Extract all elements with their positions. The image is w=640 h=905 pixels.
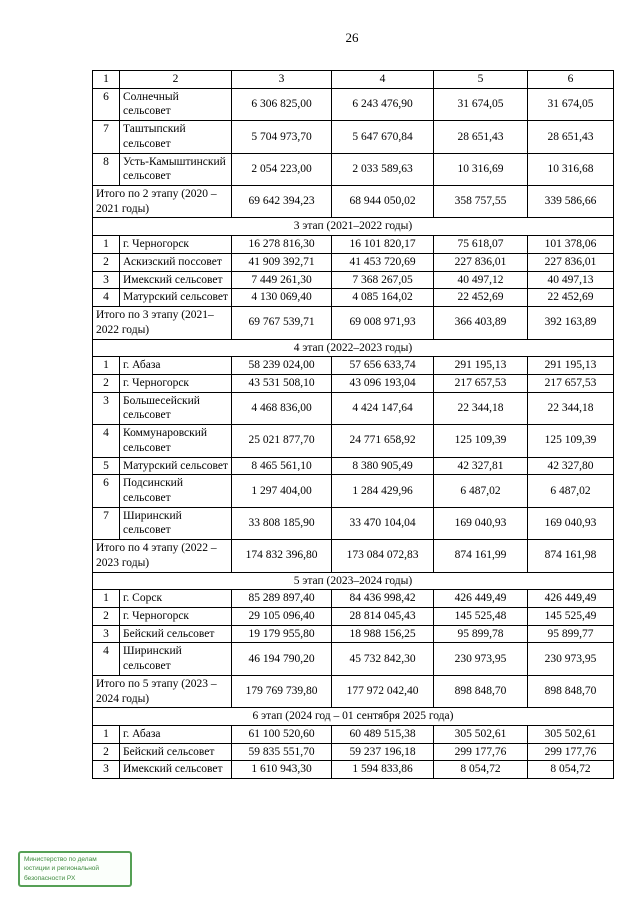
row-value: 40 497,12 (434, 271, 528, 289)
row-name: г. Черногорск (120, 236, 232, 254)
total-value: 179 769 739,80 (232, 675, 332, 707)
row-value: 5 704 973,70 (232, 121, 332, 153)
row-name: г. Черногорск (120, 374, 232, 392)
row-number: 1 (93, 236, 120, 254)
stage-section-row (93, 218, 614, 236)
total-row (93, 307, 614, 339)
row-value: 41 909 392,71 (232, 253, 332, 271)
table-row (93, 743, 614, 761)
row-name: Имекский сельсовет (120, 271, 232, 289)
row-value: 8 054,72 (434, 761, 528, 779)
column-header: 4 (332, 71, 434, 89)
table-row (93, 357, 614, 375)
table-row (93, 374, 614, 392)
table-body (93, 71, 614, 779)
row-value: 8 465 561,10 (232, 457, 332, 475)
row-value: 31 674,05 (528, 88, 614, 120)
row-value: 217 657,53 (434, 374, 528, 392)
row-name: Большесейский сельсовет (120, 392, 232, 424)
row-name: г. Абаза (120, 357, 232, 375)
stamp-line: Министерство по делам (24, 856, 97, 863)
row-value: 6 243 476,90 (332, 88, 434, 120)
row-name: г. Абаза (120, 726, 232, 744)
row-name: Матурский сельсовет (120, 289, 232, 307)
row-value: 10 316,68 (528, 153, 614, 185)
row-value: 7 368 267,05 (332, 271, 434, 289)
stage-section-row (93, 708, 614, 726)
total-value: 874 161,99 (434, 540, 528, 572)
row-value: 6 487,02 (528, 475, 614, 507)
row-number: 2 (93, 608, 120, 626)
total-row (93, 540, 614, 572)
table-row (93, 153, 614, 185)
row-name: г. Сорск (120, 590, 232, 608)
main-table (92, 70, 614, 779)
row-value: 28 814 045,43 (332, 608, 434, 626)
row-value: 42 327,80 (528, 457, 614, 475)
column-header: 2 (120, 71, 232, 89)
row-value: 227 836,01 (434, 253, 528, 271)
row-number: 3 (93, 761, 120, 779)
row-value: 22 344,18 (434, 392, 528, 424)
row-value: 40 497,13 (528, 271, 614, 289)
row-value: 6 306 825,00 (232, 88, 332, 120)
row-value: 57 656 633,74 (332, 357, 434, 375)
row-value: 19 179 955,80 (232, 625, 332, 643)
table-row (93, 761, 614, 779)
total-value: 392 163,89 (528, 307, 614, 339)
row-number: 3 (93, 625, 120, 643)
total-value: 898 848,70 (528, 675, 614, 707)
row-number: 7 (93, 507, 120, 539)
row-value: 125 109,39 (434, 425, 528, 457)
row-value: 2 054 223,00 (232, 153, 332, 185)
column-header: 3 (232, 71, 332, 89)
row-value: 6 487,02 (434, 475, 528, 507)
table-row (93, 88, 614, 120)
row-name: Бейский сельсовет (120, 743, 232, 761)
row-value: 18 988 156,25 (332, 625, 434, 643)
row-value: 75 618,07 (434, 236, 528, 254)
table-row (93, 608, 614, 626)
row-value: 1 610 943,30 (232, 761, 332, 779)
row-value: 2 033 589,63 (332, 153, 434, 185)
row-value: 101 378,06 (528, 236, 614, 254)
total-value: 69 008 971,93 (332, 307, 434, 339)
table-row (93, 507, 614, 539)
row-value: 305 502,61 (434, 726, 528, 744)
row-number: 1 (93, 590, 120, 608)
total-value: 68 944 050,02 (332, 186, 434, 218)
row-name: Матурский сельсовет (120, 457, 232, 475)
row-value: 299 177,76 (528, 743, 614, 761)
total-value: 69 642 394,23 (232, 186, 332, 218)
table-row (93, 643, 614, 675)
row-value: 1 284 429,96 (332, 475, 434, 507)
row-value: 230 973,95 (528, 643, 614, 675)
row-value: 28 651,43 (434, 121, 528, 153)
table-row (93, 726, 614, 744)
row-value: 33 808 185,90 (232, 507, 332, 539)
row-value: 299 177,76 (434, 743, 528, 761)
signature-stamp (18, 851, 132, 887)
row-value: 85 289 897,40 (232, 590, 332, 608)
row-value: 25 021 877,70 (232, 425, 332, 457)
row-value: 5 647 670,84 (332, 121, 434, 153)
column-header: 6 (528, 71, 614, 89)
row-value: 29 105 096,40 (232, 608, 332, 626)
table-row (93, 590, 614, 608)
row-value: 16 101 820,17 (332, 236, 434, 254)
row-value: 169 040,93 (434, 507, 528, 539)
row-value: 46 194 790,20 (232, 643, 332, 675)
row-value: 22 452,69 (528, 289, 614, 307)
row-name: Бейский сельсовет (120, 625, 232, 643)
row-value: 4 468 836,00 (232, 392, 332, 424)
row-value: 291 195,13 (528, 357, 614, 375)
row-number: 2 (93, 743, 120, 761)
row-value: 4 130 069,40 (232, 289, 332, 307)
row-name: Аскизский поссовет (120, 253, 232, 271)
row-number: 1 (93, 726, 120, 744)
total-value: 898 848,70 (434, 675, 528, 707)
row-value: 426 449,49 (434, 590, 528, 608)
stamp-line: юстиции и региональной (24, 865, 100, 873)
row-value: 22 452,69 (434, 289, 528, 307)
row-value: 7 449 261,30 (232, 271, 332, 289)
table-row (93, 271, 614, 289)
stage-section-label: 5 этап (2023–2024 годы) (93, 572, 614, 590)
row-value: 61 100 520,60 (232, 726, 332, 744)
column-header: 1 (93, 71, 120, 89)
table-row (93, 457, 614, 475)
table-row (93, 625, 614, 643)
row-name: Подсинский сельсовет (120, 475, 232, 507)
row-value: 60 489 515,38 (332, 726, 434, 744)
table-row (93, 475, 614, 507)
row-value: 16 278 816,30 (232, 236, 332, 254)
total-value: 358 757,55 (434, 186, 528, 218)
total-label: Итого по 2 этапу (2020 – 2021 годы) (93, 186, 232, 218)
row-value: 95 899,77 (528, 625, 614, 643)
row-value: 125 109,39 (528, 425, 614, 457)
total-value: 874 161,98 (528, 540, 614, 572)
row-value: 1 297 404,00 (232, 475, 332, 507)
table-row (93, 425, 614, 457)
row-value: 41 453 720,69 (332, 253, 434, 271)
row-name: Усть-Камыштинский сельсовет (120, 153, 232, 185)
stage-section-label: 3 этап (2021–2022 годы) (93, 218, 614, 236)
row-number: 6 (93, 475, 120, 507)
row-value: 31 674,05 (434, 88, 528, 120)
row-value: 95 899,78 (434, 625, 528, 643)
total-label: Итого по 5 этапу (2023 – 2024 годы) (93, 675, 232, 707)
row-value: 43 096 193,04 (332, 374, 434, 392)
row-value: 145 525,48 (434, 608, 528, 626)
total-label: Итого по 3 этапу (2021– 2022 годы) (93, 307, 232, 339)
row-name: Коммунаровский сельсовет (120, 425, 232, 457)
row-number: 4 (93, 289, 120, 307)
row-name: г. Черногорск (120, 608, 232, 626)
total-label: Итого по 4 этапу (2022 – 2023 годы) (93, 540, 232, 572)
table-row (93, 236, 614, 254)
row-value: 217 657,53 (528, 374, 614, 392)
row-value: 8 054,72 (528, 761, 614, 779)
row-value: 227 836,01 (528, 253, 614, 271)
row-number: 3 (93, 392, 120, 424)
row-number: 5 (93, 457, 120, 475)
total-value: 173 084 072,83 (332, 540, 434, 572)
total-value: 366 403,89 (434, 307, 528, 339)
row-number: 2 (93, 253, 120, 271)
table-row (93, 289, 614, 307)
row-value: 59 835 551,70 (232, 743, 332, 761)
row-value: 33 470 104,04 (332, 507, 434, 539)
row-value: 42 327,81 (434, 457, 528, 475)
total-row (93, 675, 614, 707)
row-value: 24 771 658,92 (332, 425, 434, 457)
row-name: Ширинский сельсовет (120, 643, 232, 675)
total-value: 69 767 539,71 (232, 307, 332, 339)
row-value: 28 651,43 (528, 121, 614, 153)
row-value: 59 237 196,18 (332, 743, 434, 761)
column-header: 5 (434, 71, 528, 89)
row-value: 1 594 833,86 (332, 761, 434, 779)
stage-section-row (93, 572, 614, 590)
row-value: 4 424 147,64 (332, 392, 434, 424)
row-value: 426 449,49 (528, 590, 614, 608)
row-number: 8 (93, 153, 120, 185)
row-number: 3 (93, 271, 120, 289)
row-name: Солнечный сельсовет (120, 88, 232, 120)
row-number: 7 (93, 121, 120, 153)
table-row (93, 121, 614, 153)
row-value: 305 502,61 (528, 726, 614, 744)
row-value: 291 195,13 (434, 357, 528, 375)
table-row (93, 253, 614, 271)
row-number: 2 (93, 374, 120, 392)
row-value: 8 380 905,49 (332, 457, 434, 475)
total-value: 177 972 042,40 (332, 675, 434, 707)
row-value: 145 525,49 (528, 608, 614, 626)
row-value: 230 973,95 (434, 643, 528, 675)
row-number: 1 (93, 357, 120, 375)
row-number: 4 (93, 643, 120, 675)
row-name: Имекский сельсовет (120, 761, 232, 779)
row-value: 84 436 998,42 (332, 590, 434, 608)
row-number: 6 (93, 88, 120, 120)
row-value: 10 316,69 (434, 153, 528, 185)
total-value: 174 832 396,80 (232, 540, 332, 572)
row-number: 4 (93, 425, 120, 457)
stage-section-label: 6 этап (2024 год – 01 сентября 2025 года) (93, 708, 614, 726)
row-value: 43 531 508,10 (232, 374, 332, 392)
row-value: 169 040,93 (528, 507, 614, 539)
table-container (92, 70, 613, 779)
page-number: 26 (345, 30, 359, 45)
row-name: Ширинский сельсовет (120, 507, 232, 539)
row-name: Таштыпский сельсовет (120, 121, 232, 153)
stamp-line: безопасности РХ (24, 874, 76, 882)
row-value: 22 344,18 (528, 392, 614, 424)
total-value: 339 586,66 (528, 186, 614, 218)
row-value: 45 732 842,30 (332, 643, 434, 675)
column-header-row (93, 71, 614, 89)
total-row (93, 186, 614, 218)
stage-section-label: 4 этап (2022–2023 годы) (93, 339, 614, 357)
table-row (93, 392, 614, 424)
stage-section-row (93, 339, 614, 357)
row-value: 4 085 164,02 (332, 289, 434, 307)
row-value: 58 239 024,00 (232, 357, 332, 375)
